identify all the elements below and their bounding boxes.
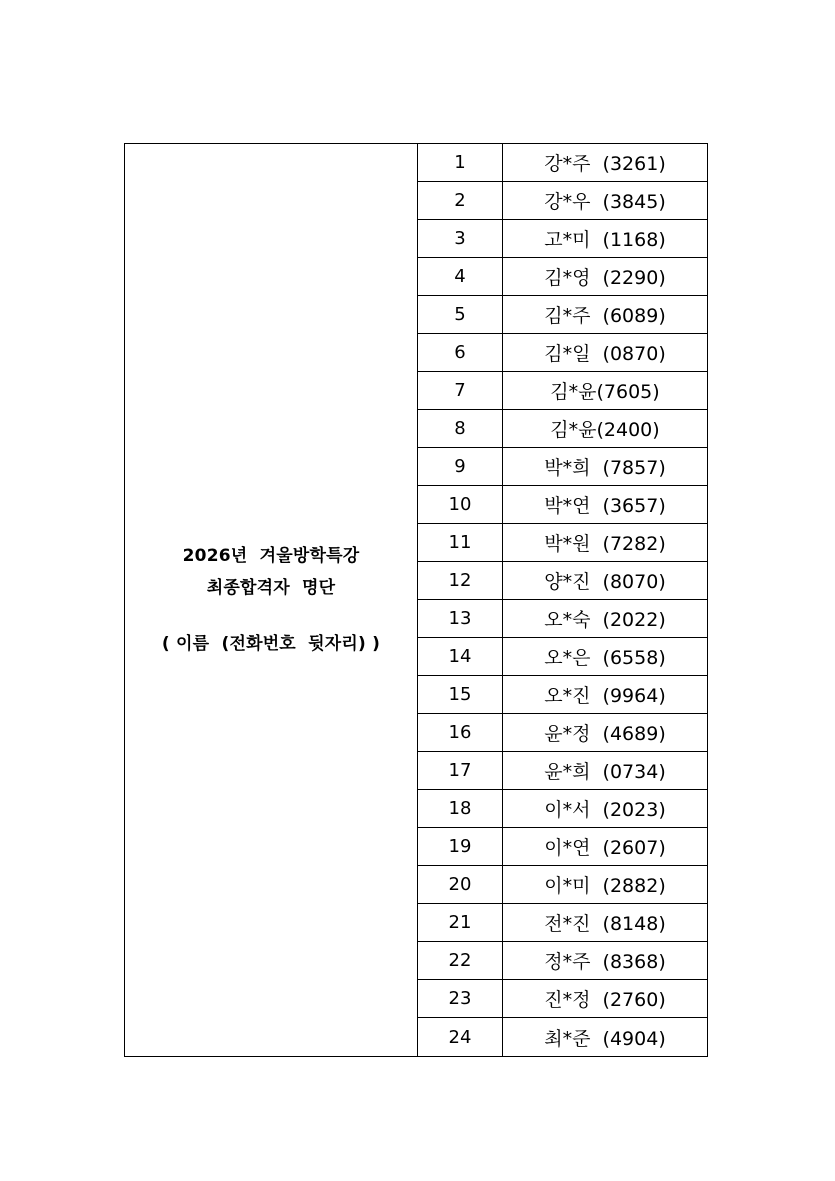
table-row: [418, 410, 707, 448]
table-row: [418, 600, 707, 638]
applicant-name: 최*준 (4904): [544, 1027, 666, 1050]
table-row: [418, 296, 707, 334]
applicant-name: 김*윤(7605): [550, 381, 660, 403]
applicant-name: 강*우 (3845): [544, 191, 666, 213]
table-row: [418, 334, 707, 372]
row-number: 8: [418, 410, 503, 447]
row-number: 12: [418, 562, 503, 599]
caption-format-note: ( 이름 (전화번호 뒷자리) ): [161, 634, 381, 654]
applicant-name: 이*미 (2882): [544, 875, 666, 897]
applicant-name: 전*진 (8148): [544, 913, 666, 935]
applicant-name: 이*연 (2607): [544, 837, 666, 859]
table-row: [418, 676, 707, 714]
applicant-name: 윤*희 (0734): [544, 761, 666, 783]
applicant-name: 윤*정 (4689): [544, 723, 666, 745]
row-number: 20: [418, 866, 503, 903]
applicant-name: 김*영 (2290): [544, 267, 666, 289]
table-row: [418, 220, 707, 258]
table-row: [418, 144, 707, 182]
row-number: 5: [418, 296, 503, 333]
applicant-name: 고*미 (1168): [544, 229, 666, 251]
table-row: [418, 866, 707, 904]
row-number: 18: [418, 790, 503, 827]
row-number: 2: [418, 182, 503, 219]
applicant-name: 오*진 (9964): [544, 685, 666, 707]
table-caption-cell: [125, 144, 418, 1056]
row-number: 21: [418, 904, 503, 941]
table-row: [418, 372, 707, 410]
applicant-name: 김*일 (0870): [544, 343, 666, 365]
row-number: 4: [418, 258, 503, 295]
row-number: 13: [418, 600, 503, 637]
applicant-name: 정*주 (8368): [544, 951, 666, 973]
table-row: [418, 182, 707, 220]
table-row: [418, 790, 707, 828]
table-row: [418, 714, 707, 752]
row-number: 10: [418, 486, 503, 523]
row-number: 11: [418, 524, 503, 561]
applicant-name: 오*은 (6558): [544, 647, 666, 669]
row-number: 1: [418, 144, 503, 181]
row-number: 16: [418, 714, 503, 751]
row-number: 7: [418, 372, 503, 409]
row-number: 15: [418, 676, 503, 713]
table-row: [418, 524, 707, 562]
table-row: [418, 562, 707, 600]
applicant-name: 진*정 (2760): [544, 989, 666, 1011]
row-number: 14: [418, 638, 503, 675]
table-row: [418, 1018, 707, 1056]
row-number: 23: [418, 980, 503, 1017]
applicant-name: 이*서 (2023): [544, 799, 666, 821]
row-number: 3: [418, 220, 503, 257]
row-number: 24: [418, 1018, 503, 1056]
table-row: [418, 980, 707, 1018]
table-row: [418, 486, 707, 524]
table-row: [418, 904, 707, 942]
table-row: [418, 942, 707, 980]
table-row: [418, 752, 707, 790]
applicant-name: 김*윤(2400): [550, 419, 660, 441]
applicant-name: 김*주 (6089): [544, 305, 666, 327]
row-number: 6: [418, 334, 503, 371]
row-number: 19: [418, 828, 503, 865]
table-row: [418, 258, 707, 296]
caption-subtitle: 최종합격자 명단: [206, 578, 336, 598]
result-table: [124, 143, 708, 1057]
applicant-name: 박*희 (7857): [544, 457, 666, 479]
row-number: 17: [418, 752, 503, 789]
applicant-name: 양*진 (8070): [544, 571, 666, 593]
table-row: [418, 638, 707, 676]
applicant-list: [418, 144, 707, 1056]
applicant-name: 강*주 (3261): [544, 153, 666, 175]
applicant-name: 박*연 (3657): [544, 495, 666, 517]
applicant-name: 오*숙 (2022): [544, 609, 666, 631]
row-number: 22: [418, 942, 503, 979]
applicant-name: 박*원 (7282): [544, 533, 666, 555]
table-row: [418, 828, 707, 866]
table-row: [418, 448, 707, 486]
row-number: 9: [418, 448, 503, 485]
caption-title: 2026년 겨울방학특강: [182, 546, 360, 566]
